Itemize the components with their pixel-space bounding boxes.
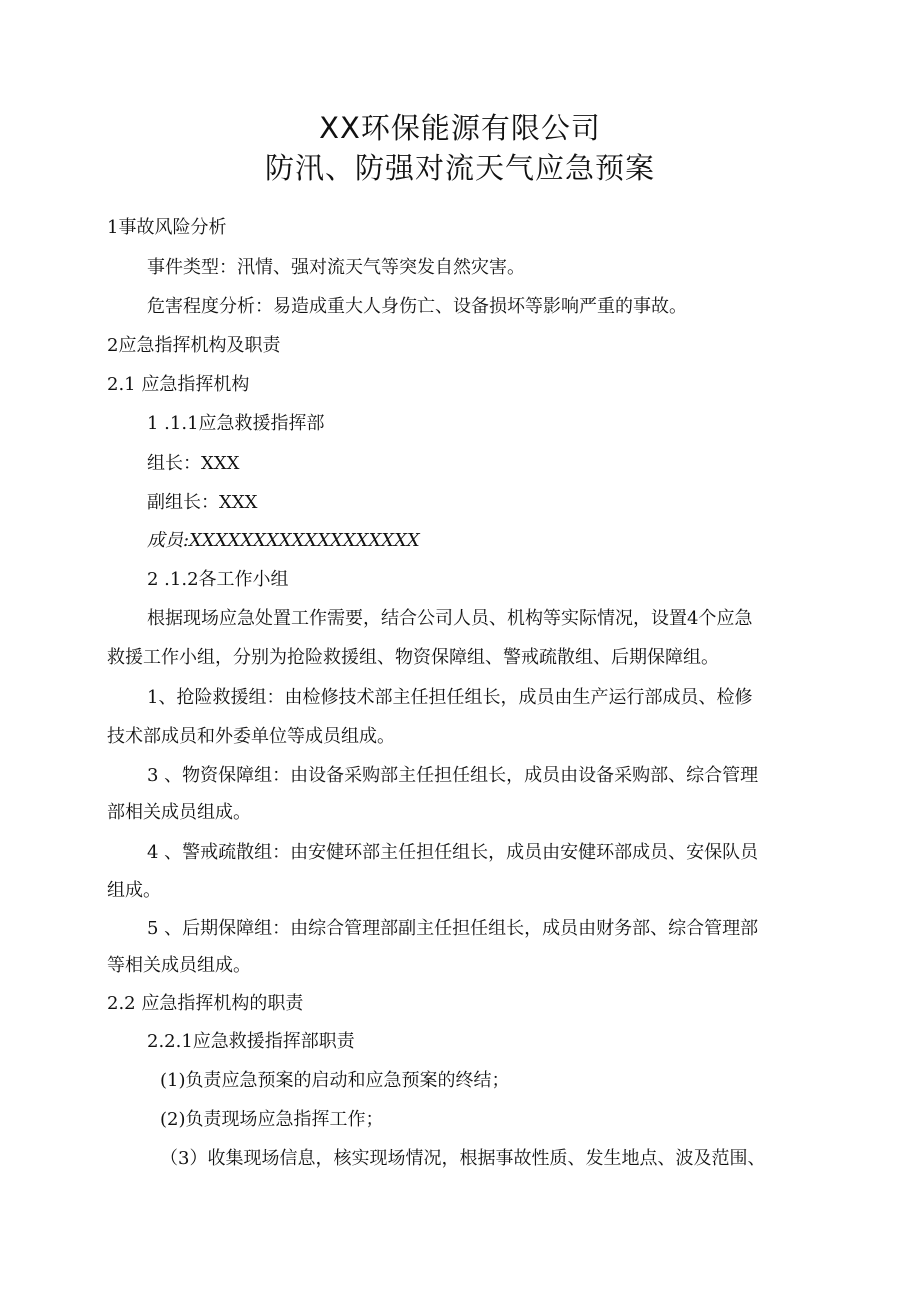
group-3-line-2: 部相关成员组成。 — [107, 802, 251, 823]
hazard-degree-line: 危害程度分析：易造成重大人身伤亡、设备损坏等影响严重的事故。 — [147, 296, 687, 317]
subsection-2-2-heading: 2.2 应急指挥机构的职责 — [107, 993, 304, 1014]
group-4-line-1: 4 、警戒疏散组：由安健环部主任担任组长，成员由安健环部成员、安保队员 — [147, 842, 759, 863]
duty-2-line: (2)负责现场应急指挥工作； — [160, 1109, 384, 1130]
item-1-1-2-heading: 2 .1.2各工作小组 — [147, 569, 289, 590]
intro-paragraph-line-1: 根据现场应急处置工作需要，结合公司人员、机构等实际情况，设置4个应急 — [147, 608, 753, 629]
event-type-line: 事件类型：汛情、强对流天气等突发自然灾害。 — [147, 257, 525, 278]
group-5-line-2: 等相关成员组成。 — [107, 955, 251, 976]
item-2-2-1-heading: 2.2.1应急救援指挥部职责 — [147, 1031, 355, 1052]
group-5-line-1: 5 、后期保障组：由综合管理部副主任担任组长，成员由财务部、综合管理部 — [147, 918, 759, 939]
group-1-line-2: 技术部成员和外委单位等成员组成。 — [107, 726, 395, 747]
members-line: 成员:XXXXXXXXXXXXXXXXXX — [147, 530, 420, 551]
duty-1-line: (1)负责应急预案的启动和应急预案的终结； — [160, 1070, 510, 1091]
duty-3-line: （3）收集现场信息，核实现场情况，根据事故性质、发生地点、波及范围、 — [160, 1148, 766, 1169]
group-3-line-1: 3 、物资保障组：由设备采购部主任担任组长，成员由设备采购部、综合管理 — [147, 765, 759, 786]
group-4-line-2: 组成。 — [107, 880, 161, 901]
deputy-leader-line: 副组长：XXX — [147, 492, 258, 513]
section-2-heading: 2应急指挥机构及职责 — [107, 335, 281, 356]
item-1-1-1-heading: 1 .1.1应急救援指挥部 — [147, 413, 325, 434]
leader-line: 组长：XXX — [147, 453, 240, 474]
group-1-line-1: 1、抢险救援组：由检修技术部主任担任组长，成员由生产运行部成员、检修 — [147, 687, 753, 708]
subsection-2-1-heading: 2.1 应急指挥机构 — [107, 374, 250, 395]
intro-paragraph-line-2: 救援工作小组，分别为抢险救援组、物资保障组、警戒疏散组、后期保障组。 — [107, 647, 719, 668]
section-1-heading: 1事故风险分析 — [107, 217, 227, 238]
document-title-plan: 防汛、防强对流天气应急预案 — [264, 151, 655, 185]
document-title-company: XX环保能源有限公司 — [319, 111, 601, 145]
